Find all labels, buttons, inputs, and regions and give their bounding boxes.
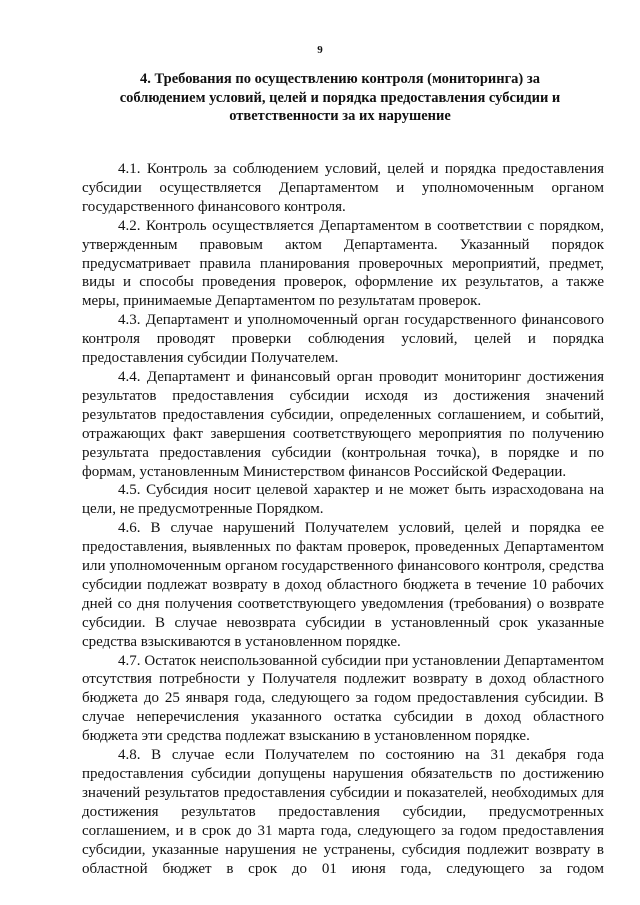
paragraph-4-5: 4.5. Субсидия носит целевой характер и не может быть израсходована на цели, не предусмотренные Порядком. [82,482,604,518]
paragraph-4-2: 4.2. Контроль осуществляется Департаментом в соответствии с порядком, утвержденным правовым актом Департамента. Указанный порядок предусматривает правила планирования проверочных мероприятий, предмет, виды и способы проведения проверок, оформление их результатов, а также меры, принимаемые Департаментом по результатам проверок. [82,217,604,310]
paragraph-4-4: 4.4. Департамент и финансовый орган проводит мониторинг достижения результатов предоставления субсидии исходя из достижения значений результатов предоставления субсидии, определенных соглашением, и событий, отражающих факт завершения соответствующего мероприятия по получению результата предоставления субсидии (контрольная точка), в порядке и по формам, установленным Министерством финансов Российской Федерации. [82,368,604,480]
paragraph-4-7: 4.7. Остаток неиспользованной субсидии при установлении Департаментом отсутствия потребности у Получателя подлежит возврату в доход областного бюджета до 25 января года, следующего за годом предоставления субсидии. В случае неперечисления указанного остатка субсидии в доход областного бюджета эти средства подлежат взысканию в установленном порядке. [82,652,604,745]
section-title: 4. Требования по осуществлению контроля (мониторинга) за соблюдением условий, целей и порядка предоставления субсидии и ответственности за их нарушение [119,71,561,124]
paragraph-4-6: 4.6. В случае нарушений Получателем условий, целей и порядка ее предоставления, выявленных по фактам проверок, проведенных Департаментом или уполномоченным органом государственного финансового контроля, средства субсидии подлежат возврату в доход областного бюджета в течение 10 рабочих дней со дня получения соответствующего уведомления (требования) о возврате субсидии. В случае невозврата субсидии в установленный срок указанные средства взыскиваются в установленном порядке. [82,520,604,650]
paragraph-4-8: 4.8. В случае если Получателем по состоянию на 31 декабря года предоставления субсидии допущены нарушения обязательств по достижению значений результатов предоставления субсидии и показателей, необходимых для достижения результатов предоставления субсидии, предусмотренных соглашением, и в срок до 31 марта года, следующего за годом предоставления субсидии, указанные нарушения не устранены, субсидия подлежит возврату в областной бюджет в срок до 01 июня года, следующего за годом [82,747,604,877]
paragraph-4-1: 4.1. Контроль за соблюдением условий, целей и порядка предоставления субсидии осуществляется Департаментом и уполномоченным органом государственного финансового контроля. [82,161,604,215]
page-number: 9 [317,44,323,56]
section-body [82,160,604,878]
paragraph-4-3: 4.3. Департамент и уполномоченный орган государственного финансового контроля проводят проверки соблюдения условий, целей и порядка предоставления субсидии Получателем. [82,312,604,367]
